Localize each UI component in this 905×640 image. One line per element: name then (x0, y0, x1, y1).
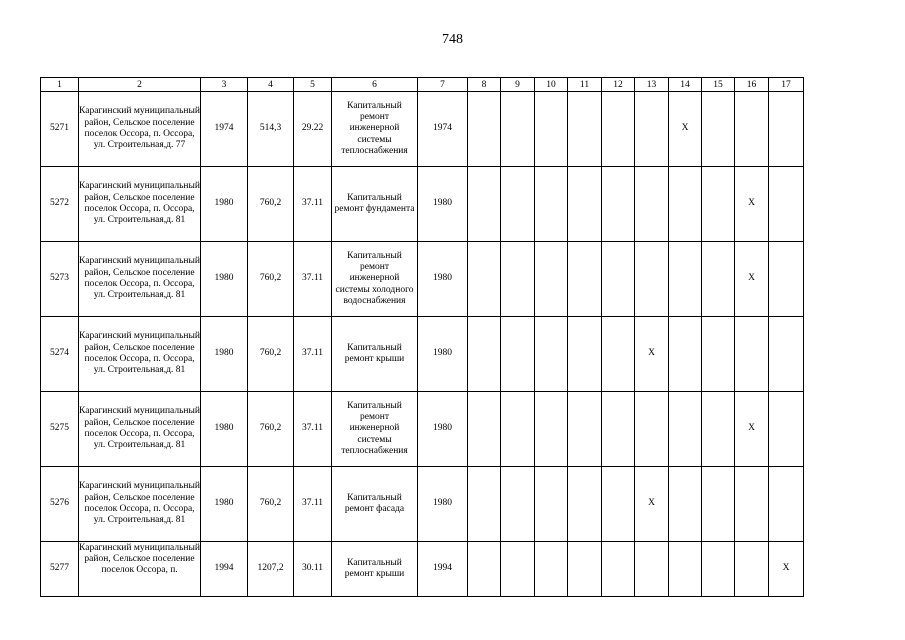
row-col16 (735, 467, 769, 542)
row-col15 (702, 317, 735, 392)
row-col3: 1974 (201, 92, 248, 167)
row-col9 (501, 542, 535, 597)
table-row (41, 542, 804, 597)
row-col3: 1980 (201, 167, 248, 242)
column-header: 13 (635, 78, 669, 92)
row-work (332, 392, 418, 467)
row-address (79, 392, 201, 467)
row-address (79, 92, 201, 167)
row-col7: 1980 (418, 317, 468, 392)
row-col17 (769, 92, 804, 167)
row-col13 (635, 542, 669, 597)
row-col8 (468, 92, 501, 167)
column-header: 14 (669, 78, 702, 92)
column-header: 11 (568, 78, 602, 92)
row-address (79, 242, 201, 317)
row-col8 (468, 167, 501, 242)
row-col3: 1994 (201, 542, 248, 597)
row-col4: 760,2 (248, 392, 294, 467)
row-col10 (535, 317, 568, 392)
column-header: 9 (501, 78, 535, 92)
row-col10 (535, 392, 568, 467)
row-address-text: Карагинский муниципальный район, Сельское поселение поселок Оссора, п. Оссора, ул. Строительная,д. 81 (79, 256, 200, 301)
column-header: 1 (41, 78, 79, 92)
table-row (41, 392, 804, 467)
row-col7: 1980 (418, 392, 468, 467)
row-col8 (468, 467, 501, 542)
row-id: 5272 (41, 167, 79, 242)
row-col14 (669, 167, 702, 242)
row-col14 (669, 467, 702, 542)
column-header: 4 (248, 78, 294, 92)
row-col13 (635, 392, 669, 467)
row-col5: 37.11 (294, 392, 332, 467)
column-header: 5 (294, 78, 332, 92)
row-col4: 1207,2 (248, 542, 294, 597)
row-address (79, 467, 201, 542)
row-address (79, 542, 201, 597)
row-mark: X (769, 542, 804, 597)
row-col10 (535, 92, 568, 167)
page-number: 748 (442, 32, 463, 47)
row-col11 (568, 92, 602, 167)
table-body (41, 78, 804, 597)
row-mark: X (735, 167, 769, 242)
row-col10 (535, 542, 568, 597)
row-col3: 1980 (201, 392, 248, 467)
row-col16 (735, 542, 769, 597)
row-col4: 760,2 (248, 467, 294, 542)
row-mark: X (635, 467, 669, 542)
row-address-text: Карагинский муниципальный район, Сельское поселение поселок Оссора, п. Оссора, ул. Строительная,д. 81 (79, 406, 200, 451)
column-header: 6 (332, 78, 418, 92)
row-col4: 514,3 (248, 92, 294, 167)
row-col12 (602, 392, 635, 467)
row-col7: 1994 (418, 542, 468, 597)
row-col5: 37.11 (294, 317, 332, 392)
row-col12 (602, 92, 635, 167)
column-header: 12 (602, 78, 635, 92)
row-work-text: Капитальный ремонт фасада (344, 492, 405, 514)
row-col12 (602, 167, 635, 242)
row-work-text: Капитальный ремонт инженерной системы теплоснабжения (341, 100, 408, 156)
row-mark: X (635, 317, 669, 392)
row-mark: X (735, 392, 769, 467)
row-col10 (535, 242, 568, 317)
row-col5: 29.22 (294, 92, 332, 167)
row-address-text: Карагинский муниципальный район, Сельское поселение поселок Оссора, п. Оссора, ул. Строительная,д. 81 (79, 331, 200, 376)
table-row (41, 167, 804, 242)
row-col5: 30.11 (294, 542, 332, 597)
column-header: 7 (418, 78, 468, 92)
row-work (332, 317, 418, 392)
row-work-text: Капитальный ремонт фундамента (334, 192, 415, 214)
column-header: 3 (201, 78, 248, 92)
row-col5: 37.11 (294, 467, 332, 542)
row-col11 (568, 167, 602, 242)
row-address-text: Карагинский муниципальный район, Сельское поселение поселок Оссора, п. (79, 542, 200, 576)
row-address (79, 317, 201, 392)
row-col13 (635, 167, 669, 242)
row-col11 (568, 317, 602, 392)
row-col4: 760,2 (248, 317, 294, 392)
row-col12 (602, 542, 635, 597)
row-work (332, 542, 418, 597)
row-col15 (702, 467, 735, 542)
row-col9 (501, 392, 535, 467)
row-col8 (468, 242, 501, 317)
row-col3: 1980 (201, 467, 248, 542)
row-id: 5277 (41, 542, 79, 597)
row-col15 (702, 167, 735, 242)
row-col17 (769, 167, 804, 242)
table-row (41, 317, 804, 392)
row-col17 (769, 242, 804, 317)
row-col15 (702, 242, 735, 317)
row-col4: 760,2 (248, 242, 294, 317)
row-col10 (535, 467, 568, 542)
row-work (332, 167, 418, 242)
table-row (41, 242, 804, 317)
column-header: 10 (535, 78, 568, 92)
row-col9 (501, 167, 535, 242)
row-work (332, 242, 418, 317)
row-col15 (702, 392, 735, 467)
row-col17 (769, 317, 804, 392)
row-col14 (669, 242, 702, 317)
row-col12 (602, 317, 635, 392)
row-id: 5271 (41, 92, 79, 167)
column-header: 8 (468, 78, 501, 92)
row-col5: 37.11 (294, 167, 332, 242)
row-col13 (635, 92, 669, 167)
row-col8 (468, 392, 501, 467)
row-col14 (669, 317, 702, 392)
row-col7: 1974 (418, 92, 468, 167)
row-mark: X (735, 242, 769, 317)
row-col14 (669, 392, 702, 467)
row-work-text: Капитальный ремонт инженерной системы теплоснабжения (341, 400, 408, 456)
row-col16 (735, 317, 769, 392)
row-work (332, 92, 418, 167)
row-col5: 37.11 (294, 242, 332, 317)
row-col7: 1980 (418, 167, 468, 242)
row-col15 (702, 92, 735, 167)
table-header-row (41, 78, 804, 92)
row-work (332, 467, 418, 542)
row-col13 (635, 242, 669, 317)
row-col12 (602, 467, 635, 542)
row-col7: 1980 (418, 242, 468, 317)
row-col17 (769, 392, 804, 467)
row-id: 5274 (41, 317, 79, 392)
table-row (41, 467, 804, 542)
table-row (41, 92, 804, 167)
row-col14 (669, 542, 702, 597)
row-col7: 1980 (418, 467, 468, 542)
row-col10 (535, 167, 568, 242)
row-work-text: Капитальный ремонт крыши (344, 557, 405, 579)
repair-schedule-table (40, 77, 804, 597)
row-id: 5276 (41, 467, 79, 542)
row-mark: X (669, 92, 702, 167)
row-col12 (602, 242, 635, 317)
row-col9 (501, 467, 535, 542)
row-col3: 1980 (201, 242, 248, 317)
row-col9 (501, 242, 535, 317)
row-col11 (568, 242, 602, 317)
row-address-text: Карагинский муниципальный район, Сельское поселение поселок Оссора, п. Оссора, ул. Строительная,д. 81 (79, 481, 200, 526)
row-address-text: Карагинский муниципальный район, Сельское поселение поселок Оссора, п. Оссора, ул. Строительная,д. 81 (79, 181, 200, 226)
row-col11 (568, 467, 602, 542)
column-header: 15 (702, 78, 735, 92)
row-id: 5275 (41, 392, 79, 467)
row-address-text: Карагинский муниципальный район, Сельское поселение поселок Оссора, п. Оссора, ул. Строительная,д. 77 (79, 106, 200, 151)
row-id: 5273 (41, 242, 79, 317)
column-header: 2 (79, 78, 201, 92)
row-col4: 760,2 (248, 167, 294, 242)
row-work-text: Капитальный ремонт крыши (344, 342, 405, 364)
row-col9 (501, 317, 535, 392)
row-work-text: Капитальный ремонт инженерной системы холодного водоснабжения (335, 250, 414, 306)
row-address (79, 167, 201, 242)
row-col17 (769, 467, 804, 542)
row-col11 (568, 392, 602, 467)
row-col9 (501, 92, 535, 167)
row-col8 (468, 317, 501, 392)
row-col11 (568, 542, 602, 597)
row-col3: 1980 (201, 317, 248, 392)
column-header: 17 (769, 78, 804, 92)
row-col16 (735, 92, 769, 167)
column-header: 16 (735, 78, 769, 92)
row-col15 (702, 542, 735, 597)
row-col8 (468, 542, 501, 597)
